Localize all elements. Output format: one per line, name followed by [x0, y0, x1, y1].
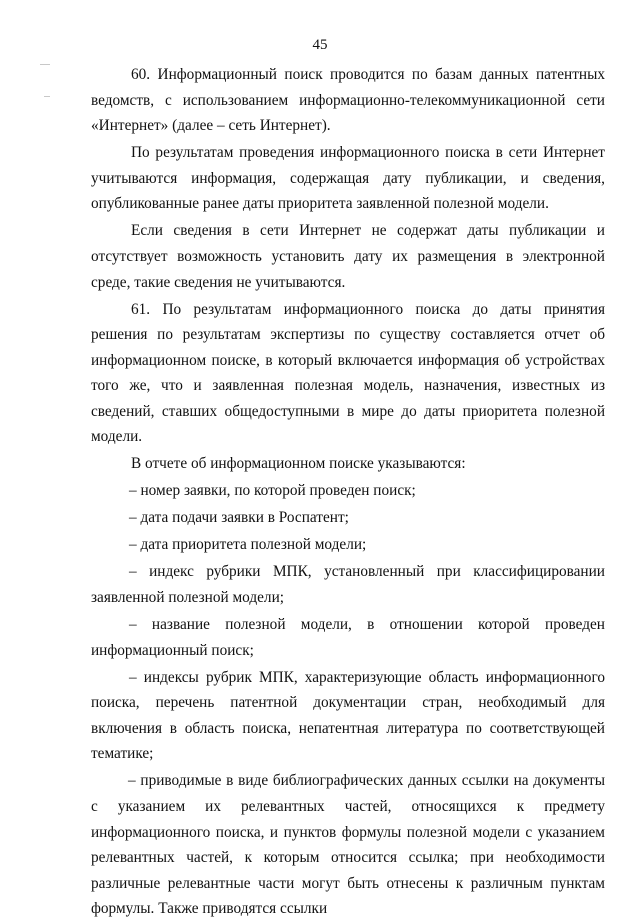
- paragraph-internet-results: По результатам проведения информационного поиска в сети Интернет учитываются информация, содержащая дату публикации, и сведения, опубликованные ранее даты приоритета заявленной полезной модели.: [91, 144, 605, 213]
- list-item: – дата подачи заявки в Роспатент;: [129, 509, 349, 527]
- paragraph-61: 61. По результатам информационного поиска до даты принятия решения по результатам экспертизы по существу составляется отчет об информационном поиске, в который включается информация об устройствах того же, что и заявленная полезная модель, назначения, известных из сведений, ставших общедоступными в мире до даты приоритета полезной модели.: [91, 300, 605, 446]
- paragraph-no-date: Если сведения в сети Интернет не содержат даты публикации и отсутствует возможность установить дату их размещения в электронной среде, такие сведения не учитываются.: [91, 222, 605, 291]
- list-item: – название полезной модели, в отношении которой проведен информационный поиск;: [91, 615, 605, 659]
- list-item: – приводимые в виде библиографических данных ссылки на документы с указанием их релевантных частей, относящихся к предмету информационного поиска, и пунктов формулы полезной модели с указанием релевантных частей, к которым относится ссылка; при необходимости различные релевантные части могут быть отнесены к различным пунктам формулы. Также приводятся ссылки: [91, 772, 605, 918]
- list-item: – индекс рубрики МПК, установленный при классифицировании заявленной полезной модели;: [91, 563, 605, 606]
- document-body: [91, 62, 605, 923]
- list-item: – номер заявки, по которой проведен поиск;: [129, 482, 416, 500]
- scan-margin-mark: [40, 64, 50, 65]
- paragraph-60: 60. Информационный поиск проводится по базам данных патентных ведомств, с использованием информационно-телекоммуникационной сети «Интернет» (далее – сеть Интернет).: [91, 66, 605, 135]
- page-number: 45: [312, 37, 328, 53]
- paragraph-report-intro: В отчете об информационном поиске указываются:: [131, 455, 466, 473]
- list-item: – дата приоритета полезной модели;: [129, 536, 367, 554]
- list-item: – индексы рубрик МПК, характеризующие область информационного поиска, перечень патентной документации стран, необходимый для включения в область поиска, непатентная литература по соответствующей тематике;: [91, 668, 605, 763]
- scan-margin-mark: [44, 96, 50, 97]
